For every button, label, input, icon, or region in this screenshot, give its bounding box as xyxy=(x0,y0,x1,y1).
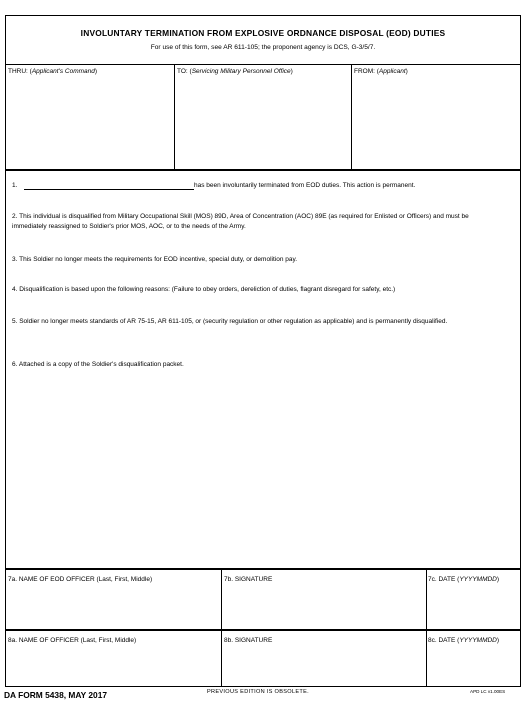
paragraph-4: 4. Disqualification is based upon the following reasons: (Failure to obey orders, dereliction of duties, flagrant disregard for safety, etc.) xyxy=(12,286,396,293)
officer-signature-field[interactable]: 8b. SIGNATURE xyxy=(224,637,273,644)
form-subtitle: For use of this form, see AR 611-105; the proponent agency is DCS, G-3/5/7. xyxy=(150,44,376,51)
officer-name-field[interactable]: 8a. NAME OF OFFICER (Last, First, Middle) xyxy=(8,637,137,644)
version-label: APD LC v1.00ES xyxy=(470,689,506,694)
form-title: INVOLUNTARY TERMINATION FROM EXPLOSIVE ORDNANCE DISPOSAL (EOD) DUTIES xyxy=(80,28,446,38)
paragraph-5: 5. Soldier no longer meets standards of AR 75-15, AR 611-105, or (security regulation or other regulation as applicable) and is permanently disqualified. xyxy=(12,318,448,325)
eod-officer-name-field[interactable]: 7a. NAME OF EOD OFFICER (Last, First, Middle) xyxy=(8,576,153,583)
to-label: TO: (Servicing Military Personnel Office) xyxy=(177,68,293,75)
form-number: DA FORM 5438, MAY 2017 xyxy=(4,690,108,700)
eod-officer-date-field[interactable]: 7c. DATE (YYYYMMDD) xyxy=(428,576,500,583)
signature-divider-top xyxy=(6,568,520,570)
signature-divider-v2 xyxy=(426,569,427,687)
header-divider xyxy=(6,64,520,65)
edition-note: PREVIOUS EDITION IS OBSOLETE. xyxy=(207,689,309,695)
eod-officer-signature-field[interactable]: 7b. SIGNATURE xyxy=(224,576,273,583)
form-frame xyxy=(5,15,521,687)
signature-divider-mid xyxy=(6,629,520,631)
address-divider-1 xyxy=(174,64,175,169)
officer-date-field[interactable]: 8c. DATE (YYYYMMDD) xyxy=(428,637,500,644)
signature-divider-v1 xyxy=(221,569,222,687)
thru-label: THRU: (Applicant's Command) xyxy=(8,68,98,75)
paragraph-1-text: has been involuntarily terminated from EOD duties. This action is permanent. xyxy=(194,182,416,189)
section-divider xyxy=(6,169,520,171)
paragraph-1: 1. has been involuntarily terminated from EOD duties. This action is permanent. xyxy=(12,182,416,189)
soldier-name-field[interactable] xyxy=(24,189,194,190)
address-divider-2 xyxy=(351,64,352,169)
paragraph-3: 3. This Soldier no longer meets the requirements for EOD incentive, special duty, or demolition pay. xyxy=(12,256,298,263)
paragraph-2: 2. This individual is disqualified from Military Occupational Skill (MOS) 89D, Area of Concentration (AOC) 89E (as required for Enlisted or Officers) and must be immediately reassigned to Soldier's prior MOS, AOC, or to the needs of the Army. xyxy=(12,213,469,230)
paragraph-6: 6. Attached is a copy of the Soldier's disqualification packet. xyxy=(12,361,184,368)
from-label: FROM: (Applicant) xyxy=(354,68,408,75)
